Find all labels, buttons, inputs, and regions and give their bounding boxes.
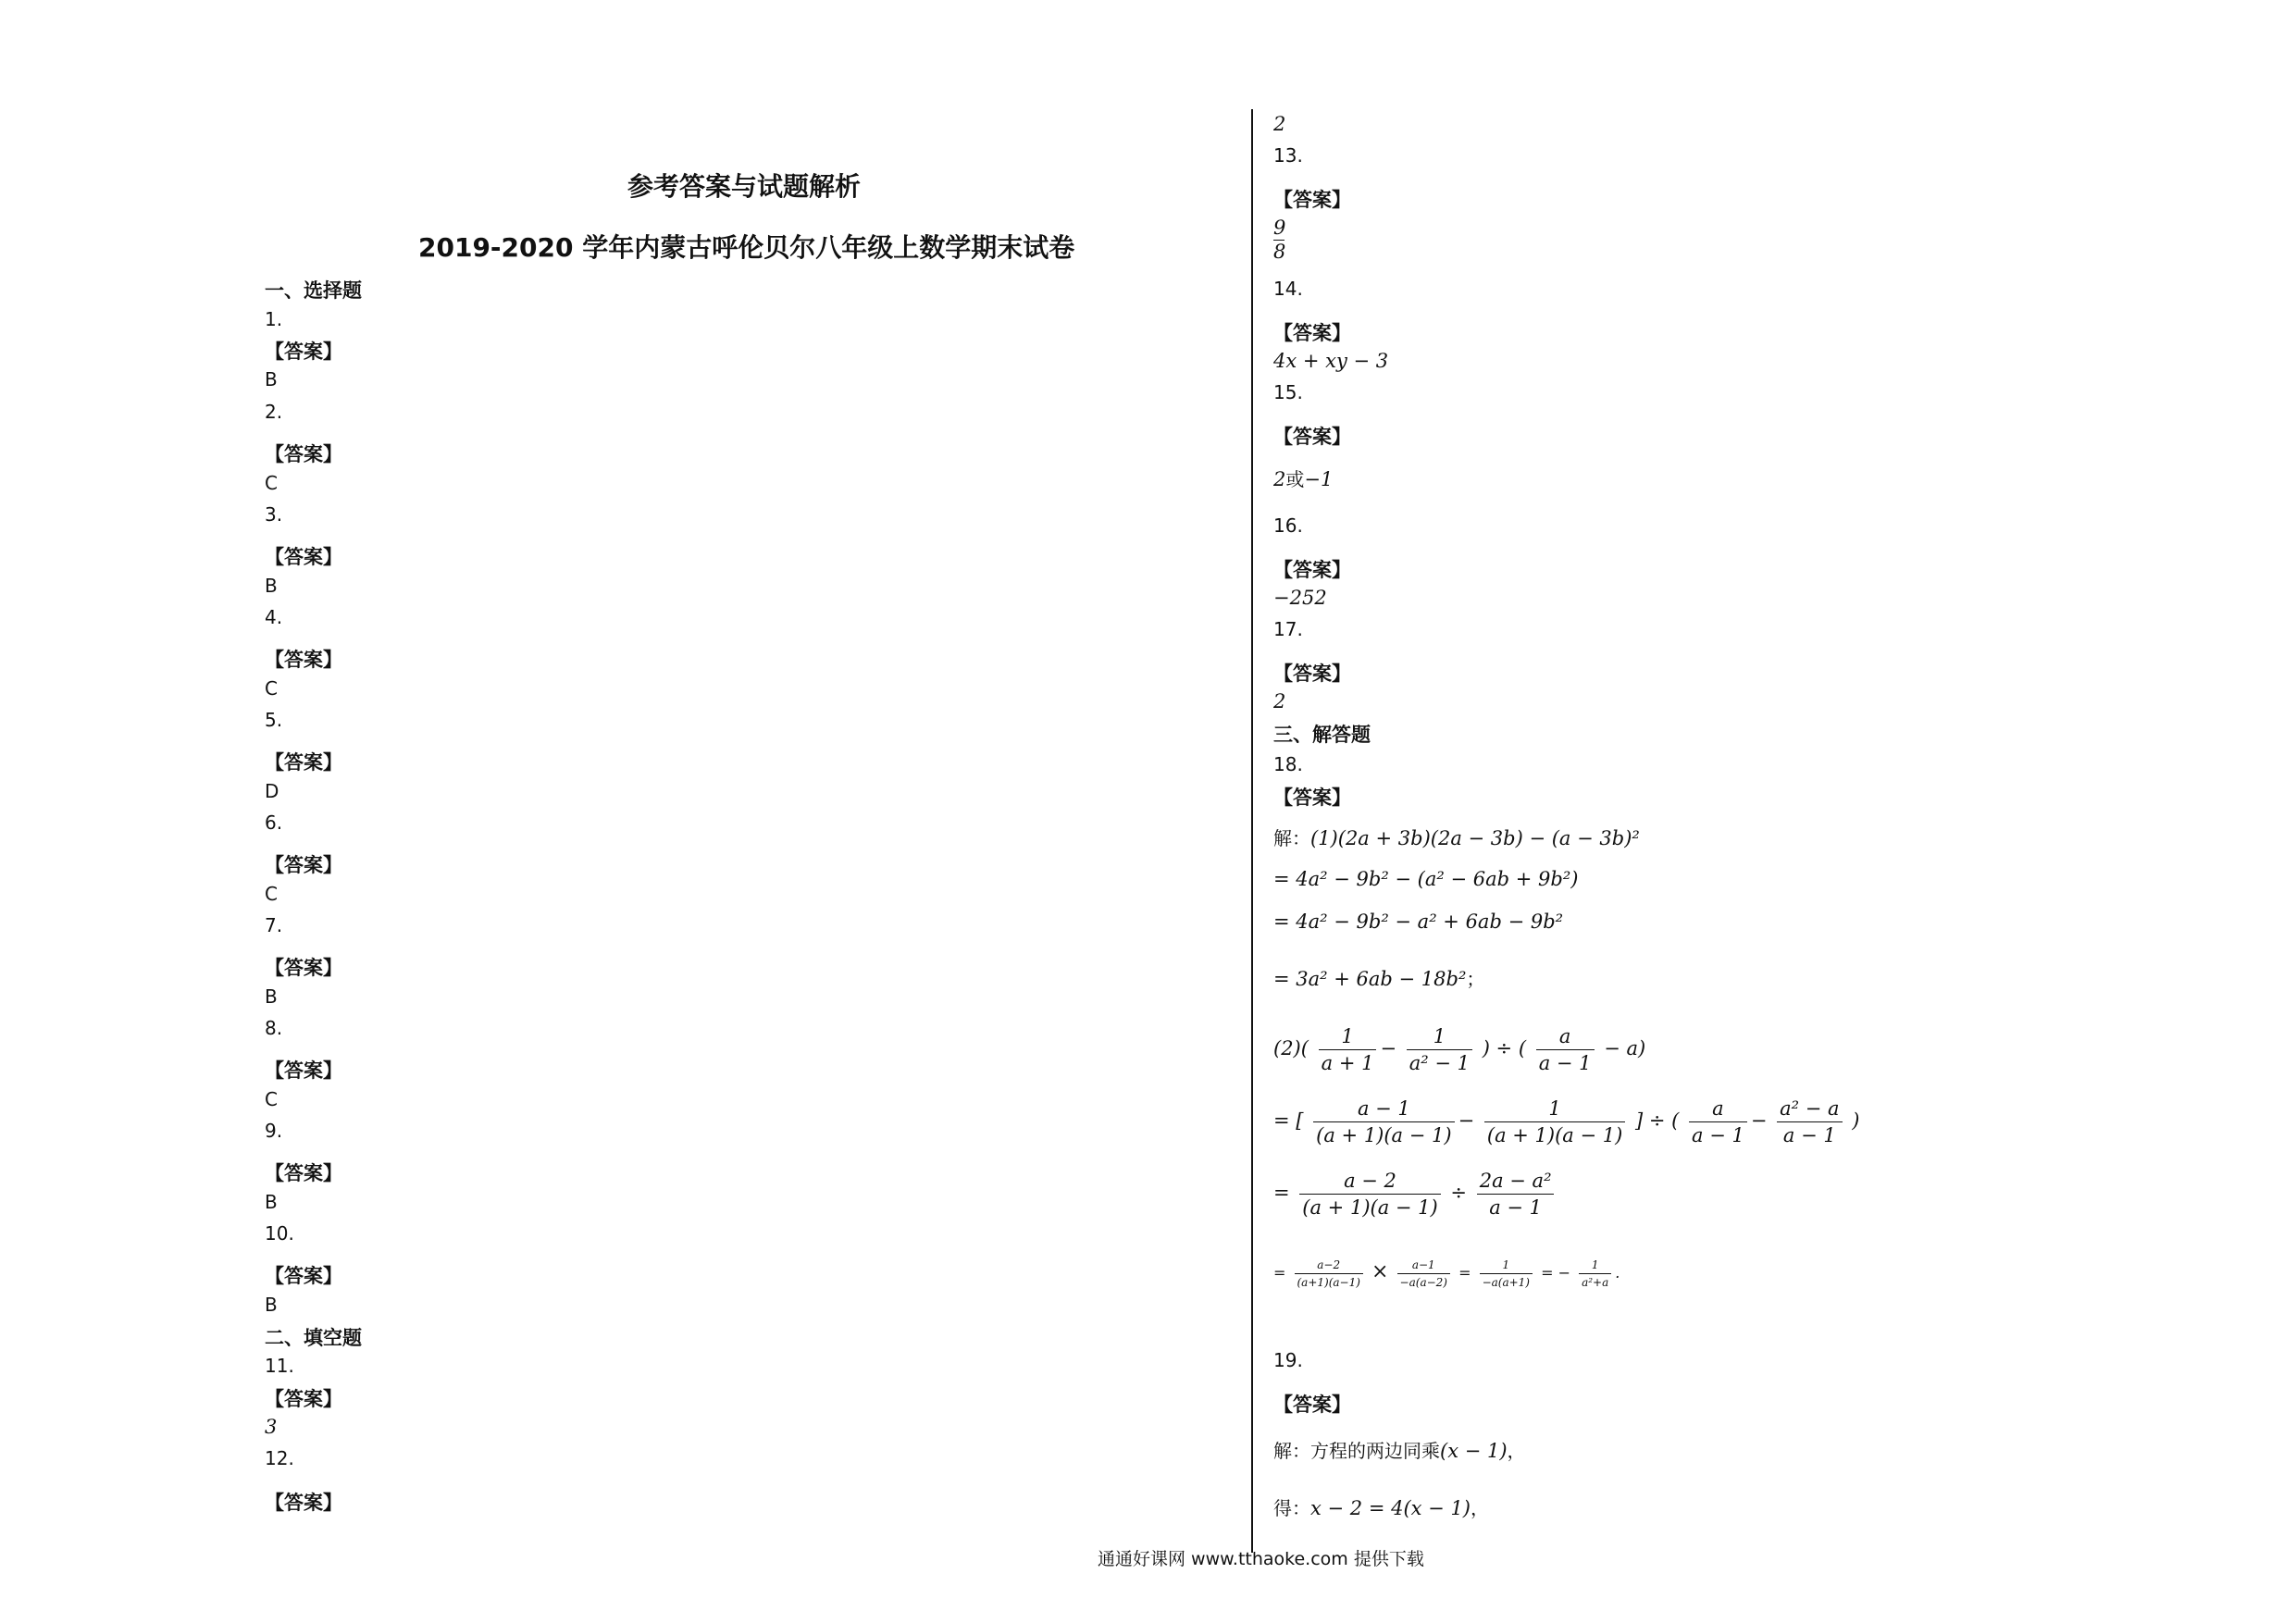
math-text: ×	[1371, 1260, 1389, 1283]
math-expression: x − 2 = 4(x − 1)	[1310, 1497, 1471, 1519]
answer-value: C	[265, 1088, 278, 1110]
math-expression: = 4a² − 9b² − a² + 6ab − 9b²	[1273, 911, 1564, 933]
solution-text: 解：方程的两边同乘	[1273, 1440, 1440, 1462]
numerator: 1	[1579, 1258, 1611, 1274]
fraction	[1536, 1025, 1595, 1074]
fraction	[1480, 1258, 1533, 1289]
denominator: (a+1)(a−1)	[1297, 1276, 1360, 1289]
answer-value: C	[265, 883, 278, 905]
fraction	[1777, 1097, 1842, 1146]
fraction	[1397, 1258, 1450, 1289]
answer-label: 【答案】	[265, 341, 342, 363]
page-title: 参考答案与试题解析	[627, 171, 862, 202]
math-text: = −	[1541, 1264, 1570, 1282]
answer-label: 【答案】	[1273, 787, 1351, 809]
math-text: (2)(	[1273, 1037, 1309, 1059]
math-text: )	[1852, 1109, 1860, 1132]
fraction	[1295, 1258, 1363, 1289]
fraction	[1407, 1025, 1472, 1074]
answer-label: 【答案】	[1273, 559, 1351, 581]
answer-label: 【答案】	[265, 854, 342, 876]
answer-value: B	[265, 985, 278, 1008]
math-text: − a)	[1604, 1037, 1646, 1059]
question-number: 2.	[265, 401, 283, 423]
math-expression: (x − 1)	[1440, 1440, 1508, 1462]
math-expression: = 4a² − 9b² − (a² − 6ab + 9b²)	[1273, 868, 1579, 890]
solution-line	[1273, 1436, 1526, 1463]
answer-value: 3	[265, 1416, 278, 1438]
denominator: −a(a+1)	[1482, 1276, 1530, 1289]
question-number: 15.	[1273, 381, 1303, 403]
numerator: 1	[1319, 1025, 1377, 1050]
question-number: 14.	[1273, 278, 1303, 300]
question-number: 3.	[265, 503, 283, 526]
answer-value: D	[265, 780, 279, 802]
denominator: a − 1	[1782, 1124, 1836, 1146]
question-number: 13.	[1273, 144, 1303, 167]
solution-line	[1273, 1258, 1620, 1289]
answer-label: 【答案】	[265, 751, 342, 774]
question-number: 7.	[265, 914, 283, 936]
denominator: (a + 1)(a − 1)	[1486, 1124, 1623, 1146]
answer-label: 【答案】	[1273, 426, 1351, 448]
answer-value: 2	[1273, 113, 1286, 135]
fraction	[1299, 1170, 1440, 1219]
answer-label: 【答案】	[265, 546, 342, 568]
solution-line: = [ $\frac{a - 1}{(a + 1)(a - 1)}$ − $\frac{1}{(a + 1)(a - 1)}$ ] ÷ ( $\frac{a}{a - 1}$ − $\frac{\text{a² − a}}{a - 1}$ )	[1273, 1097, 1860, 1146]
answer-label: 【答案】	[1273, 663, 1351, 685]
question-number: 5.	[265, 709, 283, 731]
fraction	[1484, 1097, 1625, 1146]
answer-value: B	[265, 1294, 278, 1316]
denominator: (a + 1)(a − 1)	[1316, 1124, 1452, 1146]
answer-value: 2	[1273, 690, 1286, 712]
denominator: (a + 1)(a − 1)	[1302, 1196, 1438, 1219]
denominator: a − 1	[1538, 1052, 1592, 1074]
answer-value: B	[265, 575, 278, 597]
answer-label: 【答案】	[265, 1492, 342, 1514]
denominator: a² − 1	[1409, 1052, 1470, 1074]
section-choice: 一、选择题	[265, 279, 362, 302]
answer-value: C	[265, 472, 278, 494]
fraction	[1477, 1170, 1555, 1219]
question-number: 6.	[265, 812, 283, 834]
column-divider	[1251, 109, 1253, 1553]
question-number: 8.	[265, 1017, 283, 1039]
answer-label: 【答案】	[1273, 322, 1351, 344]
denominator: −a(a−2)	[1399, 1276, 1447, 1289]
page-footer: 通通好课网 www.tthaoke.com 提供下载	[1098, 1549, 1424, 1569]
section-fill: 二、填空题	[265, 1327, 362, 1349]
numerator: 1	[1407, 1025, 1472, 1050]
numerator: 1	[1484, 1097, 1625, 1122]
question-number: 16.	[1273, 514, 1303, 537]
fraction	[1689, 1097, 1747, 1146]
fraction-numerator: 9	[1273, 217, 1285, 241]
question-number: 1.	[265, 308, 283, 330]
math-text: ) ÷ (	[1482, 1037, 1527, 1059]
answer-label: 【答案】	[265, 1265, 342, 1287]
numerator: a−1	[1397, 1258, 1450, 1274]
math-text: =	[1273, 1182, 1290, 1204]
question-number: 9.	[265, 1120, 283, 1142]
question-number: 12.	[265, 1447, 294, 1469]
question-number: 19.	[1273, 1349, 1303, 1371]
solution-line	[1273, 964, 1484, 991]
solution-line	[1273, 824, 1640, 850]
denominator: a − 1	[1692, 1124, 1744, 1146]
answer-label: 【答案】	[265, 957, 342, 979]
solution-line	[1273, 1493, 1489, 1520]
solution-line: (2)( $\frac{1}{a + 1}$ − $\frac{1}{\text{a² − 1}}$ ) ÷ ( $\frac{a}{a - 1}$ − a)	[1273, 1025, 1646, 1074]
fraction-denominator: 8	[1273, 241, 1286, 264]
math-expression: (1)(2a + 3b)(2a − 3b) − (a − 3b)²	[1310, 827, 1640, 849]
denominator: a + 1	[1321, 1052, 1374, 1074]
question-number: 10.	[265, 1222, 294, 1245]
fraction-answer	[1273, 217, 1285, 264]
answer-value: C	[265, 677, 278, 700]
section-solve: 三、解答题	[1273, 724, 1371, 746]
or-word: 或	[1285, 468, 1305, 490]
question-number: 17.	[1273, 618, 1303, 640]
page-subtitle: 2019-2020 学年内蒙古呼伦贝尔八年级上数学期末试卷	[418, 232, 1075, 263]
numerator: a − 2	[1299, 1170, 1440, 1195]
answer-value: 4x + xy − 3	[1273, 350, 1389, 372]
answer-part: −1	[1304, 468, 1334, 490]
math-text: =	[1458, 1264, 1471, 1282]
line-end: ，	[1507, 1440, 1526, 1462]
answer-label: 【答案】	[1273, 1394, 1351, 1416]
line-end: ，	[1471, 1497, 1489, 1519]
math-expression: = 3a² + 6ab − 18b²	[1273, 968, 1467, 990]
fraction	[1319, 1025, 1377, 1074]
answer-label: 【答案】	[1273, 189, 1351, 211]
answer-label: 【答案】	[265, 1162, 342, 1184]
answer-value: B	[265, 1191, 278, 1213]
fraction	[1313, 1097, 1454, 1146]
answer-label: 【答案】	[265, 1388, 342, 1410]
answer-part: 2	[1273, 468, 1286, 490]
math-text: = [	[1273, 1109, 1304, 1132]
fraction	[1579, 1258, 1611, 1289]
numerator: a−2	[1295, 1258, 1363, 1274]
answer-value: −252	[1273, 587, 1327, 609]
numerator: 1	[1480, 1258, 1533, 1274]
solution-text: 得：	[1273, 1497, 1310, 1519]
question-number: 4.	[265, 606, 283, 628]
question-number: 11.	[265, 1355, 294, 1377]
answer-value: B	[265, 368, 278, 390]
answer-label: 【答案】	[265, 1059, 342, 1082]
solution-line	[1273, 1170, 1558, 1219]
denominator: a²+a	[1582, 1276, 1609, 1289]
math-text: =	[1273, 1264, 1286, 1282]
numerator: a − 1	[1313, 1097, 1454, 1122]
question-number: 18.	[1273, 753, 1303, 775]
answer-label: 【答案】	[265, 649, 342, 671]
answer-label: 【答案】	[265, 443, 342, 465]
line-end: ；	[1466, 968, 1485, 990]
answer-value	[1273, 465, 1333, 491]
math-text: ÷	[1450, 1182, 1468, 1204]
math-text: .	[1615, 1264, 1620, 1282]
numerator: a	[1536, 1025, 1595, 1050]
math-text: ] ÷ (	[1635, 1109, 1680, 1132]
denominator: a − 1	[1489, 1196, 1543, 1219]
numerator: a	[1689, 1097, 1747, 1122]
numerator: a² − a	[1777, 1097, 1842, 1122]
numerator: 2a − a²	[1477, 1170, 1555, 1195]
solution-prefix: 解：	[1273, 827, 1310, 849]
